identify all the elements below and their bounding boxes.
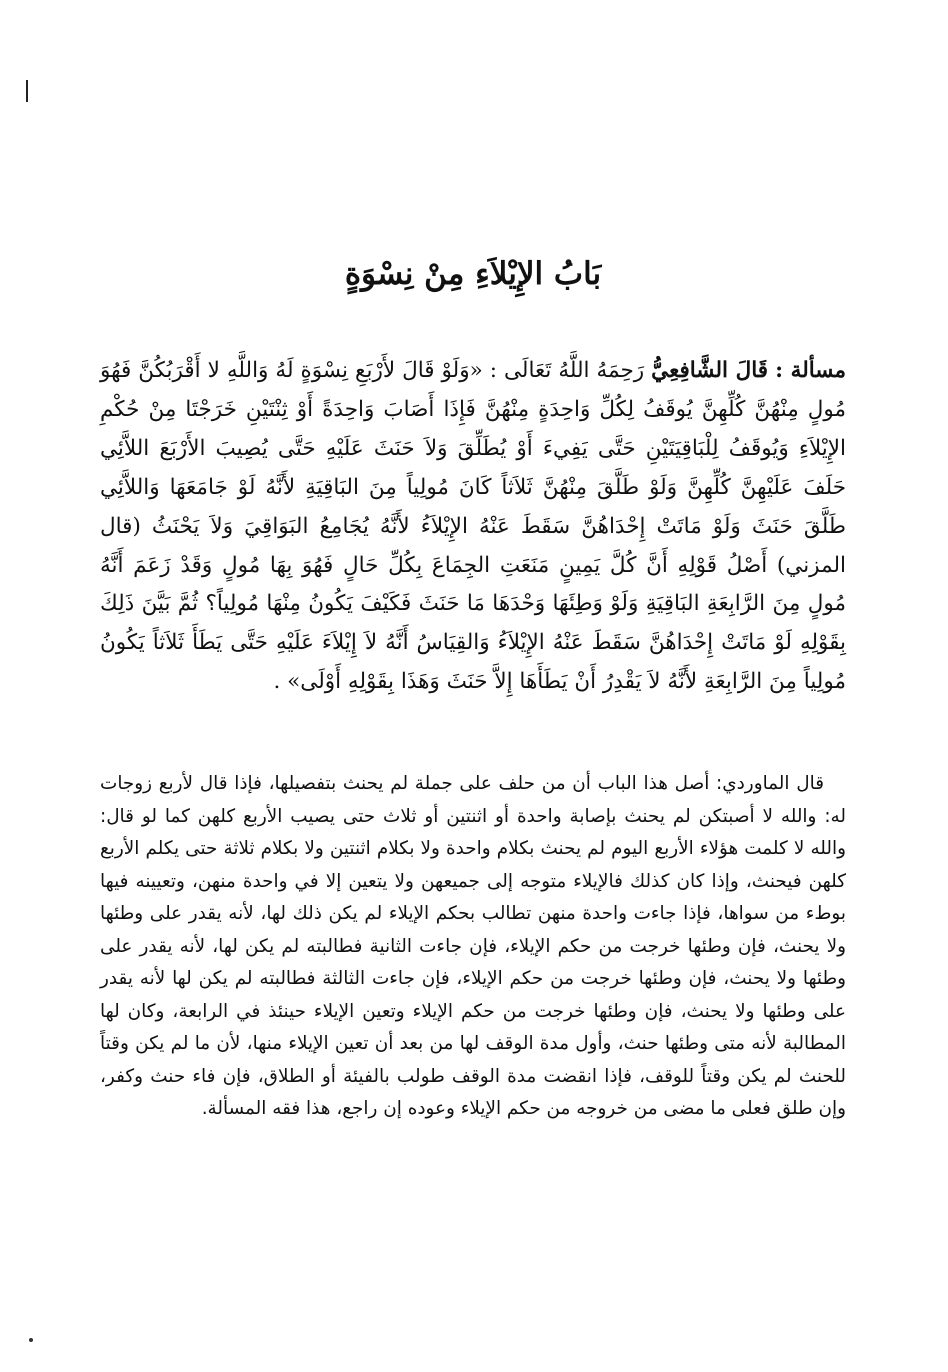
issue-label: مسألة : (775, 358, 846, 383)
document-page (100, 0, 846, 1372)
issue-paragraph (100, 352, 846, 702)
issue-text: رَحِمَهُ اللَّهُ تَعَالَى : «وَلَوْ قَالَ لأَرْبَعِ نِسْوَةٍ لَهُ وَاللَّهِ لا أَقْرَبُكُنَّ فَهُوَ مُولٍ مِنْهُنَّ كُلِّهِنَّ يُوقَفُ لِكُلِّ وَاحِدَةٍ مِنْهُنَّ فَإِذَا أَصَابَ وَاحِدَةً أَوْ ثِنْتَيْنِ خَرَجْتَا مِنْ حُكْمِ الإِيْلاَءِ وَيُوقَفُ لِلْبَاقِيَتَيْنِ حَتَّى يَفِيءَ أَوْ يُطَلِّقَ وَلاَ حَنَثَ عَلَيْهِ حَتَّى يُصِيبَ الأَرْبَعَ اللاَّئِي حَلَفَ عَلَيْهِنَّ كُلِّهِنَّ وَلَوْ طَلَّقَ مِنْهُنَّ ثَلاَثاً كَانَ مُولِياً مِنَ البَاقِيَةِ لأَنَّهُ لَوْ جَامَعَهَا وَاللاَّئِي طَلَّقَ حَنَثَ وَلَوْ مَاتَتْ إِحْدَاهُنَّ سَقَطَ عَنْهُ الإِيْلاَءُ لأَنَّهُ يُجَامِعُ البَوَاقِيَ وَلاَ يَحْنَثُ (قال المزني) أَصْلُ قَوْلِهِ أَنَّ كُلَّ يَمِينٍ مَنَعَتِ الجِمَاعَ بِكُلِّ حَالٍ فَهُوَ بِهَا مُولٍ وَقَدْ زَعَمَ أَنَّهُ مُولٍ مِنَ الرَّابِعَةِ البَاقِيَةِ وَلَوْ وَطِئَهَا وَحْدَهَا مَا حَنَثَ فَكَيْفَ يَكُونُ مِنْهَا مُولِياً؟ ثُمَّ بَيَّنَ ذَلِكَ بِقَوْلِهِ لَوْ مَاتَتْ إِحْدَاهُنَّ سَقَطَ عَنْهُ الإِيْلاَءُ وَالقِيَاسُ أَنَّهُ لاَ إِيْلاَءَ عَلَيْهِ حَتَّى يَطَأَ ثَلاَثاً يَكُونُ مُولِياً مِنَ الرَّابِعَةِ لأَنَّهُ لاَ يَقْدِرُ أَنْ يَطَأَهَا إِلاَّ حَنَثَ وَهَذَا بِقَوْلِهِ أَوْلَى» . (100, 358, 846, 695)
scan-margin-mark (26, 80, 28, 102)
commentary-paragraph: قال الماوردي: أصل هذا الباب أن من حلف على جملة لم يحنث بتفصيلها، فإذا قال لأربع زوجات له: والله لا أصبتكن لم يحنث بإصابة واحدة أو اثنتين أو ثلاث حتى يصيب الأربع كلهن كما لو قال: والله لا كلمت هؤلاء الأربع اليوم لم يحنث بكلام واحدة ولا بكلام اثنتين ولا بكلام ثلاثة حتى يكلم الأربع كلهن فيحنث، وإذا كان كذلك فالإيلاء متوجه إلى جميعهن ولا يتعين إلا في واحدة منهن، وتعيينه فيها بوطء من سواها، فإذا جاءت واحدة منهن تطالب بحكم الإيلاء لم يكن ذلك لها، لأنه يقدر على وطئها ولا يحنث، فإن وطئها خرجت من حكم الإيلاء، فإن جاءت الثانية فطالبته لم يكن لها، لأنه يقدر على وطئها ولا يحنث، فإن وطئها خرجت من حكم الإيلاء، فإن جاءت الثالثة فطالبته لم يكن لها لأنه يقدر على وطئها ولا يحنث، فإن وطئها خرجت من حكم الإيلاء وتعين الإيلاء حينئذ في الرابعة، وكان لها المطالبة لأنه متى وطئها حنث، وأول مدة الوقف لها من بعد أن تعين الإيلاء منها، لأن ما لم يكن وقتاً للحنث لم يكن وقتاً للوقف، فإذا انقضت مدة الوقف طولب بالفيئة أو الطلاق، فإن فاء حنث وكفر، وإن طلق فعلى ما مضى من خروجه من حكم الإيلاء وعوده إن راجع، هذا فقه المسألة. (100, 773, 846, 1119)
chapter-title: بَابُ الإِيْلاَءِ مِنْ نِسْوَةٍ (344, 256, 602, 292)
issue-speaker: قَالَ الشَّافِعِيُّ (651, 358, 769, 383)
scan-dot-mark (29, 1338, 33, 1342)
